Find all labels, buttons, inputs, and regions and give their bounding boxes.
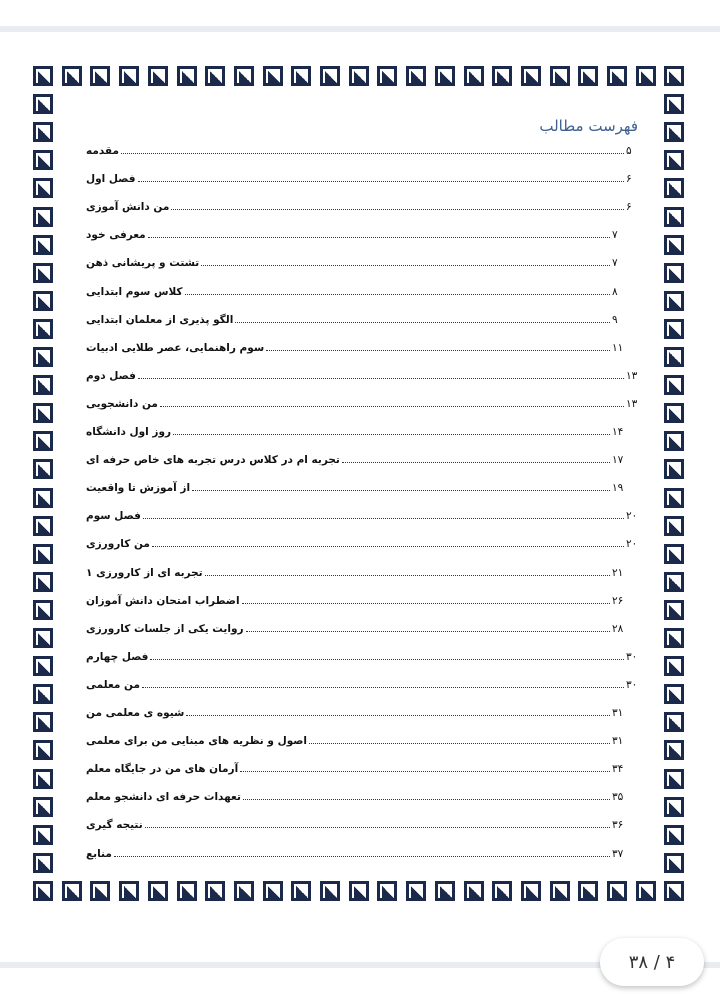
toc-dot-leader <box>243 799 610 800</box>
toc-entry-title: من معلمی <box>86 678 140 691</box>
border-tile <box>33 431 53 451</box>
toc-entry[interactable] <box>86 395 638 411</box>
toc-entry[interactable] <box>86 254 624 270</box>
toc-entry-title: من دانشجویی <box>86 397 158 410</box>
toc-dot-leader <box>142 687 624 688</box>
border-tile <box>664 769 684 789</box>
toc-entry-page: ۳۶ <box>612 819 624 832</box>
toc-entry[interactable] <box>86 620 624 636</box>
toc-entry-page: ۱۳ <box>626 369 638 382</box>
border-tile <box>664 572 684 592</box>
border-tile <box>464 66 484 86</box>
toc-entry-page: ۲۱ <box>612 566 624 579</box>
border-tile <box>33 572 53 592</box>
toc-entry-title: فصل اول <box>86 173 136 186</box>
border-tile <box>349 881 369 901</box>
toc-entry-page: ۶ <box>626 201 632 214</box>
toc-entry-page: ۲۶ <box>612 594 624 607</box>
border-tile <box>33 825 53 845</box>
border-tile <box>664 881 684 901</box>
toc-dot-leader <box>246 631 610 632</box>
toc-entry-page: ۱۱ <box>612 341 624 354</box>
border-tile <box>177 881 197 901</box>
border-tile <box>664 94 684 114</box>
border-tile <box>521 66 541 86</box>
border-tile <box>263 881 283 901</box>
border-tile <box>664 319 684 339</box>
border-tile <box>33 94 53 114</box>
border-tile <box>320 881 340 901</box>
toc-dot-leader <box>201 265 610 266</box>
border-tile <box>33 403 53 423</box>
border-tile <box>33 375 53 395</box>
toc-entry[interactable] <box>86 676 638 692</box>
border-tile <box>33 712 53 732</box>
border-tile <box>406 881 426 901</box>
toc-dot-leader <box>266 350 610 351</box>
border-tile <box>33 797 53 817</box>
toc-entry[interactable] <box>86 339 624 355</box>
toc-entry-title: سوم راهنمایی، عصر طلایی ادبیات <box>86 341 265 354</box>
border-tile <box>33 516 53 536</box>
toc-dot-leader <box>138 378 624 379</box>
toc-entry[interactable] <box>86 845 624 861</box>
toc-entry-title: شیوه ی معلمی من <box>86 707 185 719</box>
border-tile <box>205 881 225 901</box>
border-tile <box>33 347 53 367</box>
border-tile <box>33 544 53 564</box>
toc-entry-title: معرفی خود <box>86 229 146 242</box>
toc-entry-title: آرمان های من در جایگاه معلم <box>86 763 239 776</box>
toc-entry[interactable] <box>86 226 624 242</box>
border-tile <box>406 66 426 86</box>
toc-entry-page: ۳۷ <box>612 847 624 860</box>
toc-entry-page: ۵ <box>626 145 632 157</box>
border-tile <box>33 291 53 311</box>
toc-dot-leader <box>173 434 610 435</box>
border-tile <box>664 375 684 395</box>
toc-dot-leader <box>121 153 624 154</box>
border-tile <box>33 263 53 283</box>
toc-dot-leader <box>240 771 610 772</box>
border-tile <box>492 66 512 86</box>
border-tile <box>234 881 254 901</box>
border-tile <box>464 881 484 901</box>
toc-entry[interactable] <box>86 507 638 523</box>
border-tile <box>664 712 684 732</box>
toc-dot-leader <box>152 546 624 547</box>
toc-dot-leader <box>148 237 610 238</box>
border-tile <box>205 66 225 86</box>
toc-dot-leader <box>150 659 624 660</box>
border-tile <box>33 235 53 255</box>
toc-entry-page: ۱۹ <box>612 482 624 495</box>
border-tile <box>33 881 53 901</box>
border-tile <box>33 740 53 760</box>
toc-entry-title: فصل دوم <box>86 369 136 382</box>
toc-entry-page: ۷ <box>612 229 618 242</box>
border-tile <box>521 881 541 901</box>
border-tile <box>664 431 684 451</box>
toc-entry-page: ۳۰ <box>626 678 638 691</box>
toc-entry[interactable] <box>86 170 638 186</box>
toc-entry-page: ۷ <box>612 257 618 270</box>
toc-dot-leader <box>185 294 610 295</box>
toc-dot-leader <box>242 603 610 604</box>
border-tile <box>578 66 598 86</box>
border-tile <box>664 797 684 817</box>
top-bar <box>0 0 720 26</box>
toc-entry-title: الگو پذیری از معلمان ابتدایی <box>86 313 234 326</box>
toc-entry-title: تجربه ام در کلاس درس تجربه های خاص حرفه ای <box>86 454 340 467</box>
border-tile <box>177 66 197 86</box>
border-tile <box>90 881 110 901</box>
border-tile <box>33 459 53 479</box>
toc-entry[interactable] <box>86 704 624 720</box>
border-tile <box>234 66 254 86</box>
border-tile <box>320 66 340 86</box>
toc-entry-title: از آموزش تا واقعیت <box>86 482 191 495</box>
border-tile <box>664 600 684 620</box>
toc-entry[interactable] <box>86 564 624 580</box>
border-tile <box>119 881 139 901</box>
border-tile <box>664 628 684 648</box>
border-tile <box>435 66 455 86</box>
toc-entry-title: مقدمه <box>86 145 119 157</box>
border-tile <box>664 684 684 704</box>
border-tile <box>291 881 311 901</box>
toc-entry[interactable] <box>86 732 624 748</box>
toc-dot-leader <box>160 406 624 407</box>
toc-entry-page: ۳۴ <box>612 763 624 776</box>
toc-dot-leader <box>186 715 610 716</box>
border-tile <box>664 740 684 760</box>
border-tile <box>148 66 168 86</box>
toc-entry-page: ۶ <box>626 173 632 186</box>
toc-entry[interactable] <box>86 142 638 158</box>
border-tile <box>664 150 684 170</box>
border-tile <box>664 263 684 283</box>
toc-entry-page: ۹ <box>612 313 618 326</box>
toc-entry[interactable] <box>86 451 624 467</box>
toc-entry-page: ۱۴ <box>612 426 624 438</box>
toc-entry-page: ۳۱ <box>612 707 624 719</box>
toc-entry[interactable] <box>86 760 624 776</box>
border-tile <box>664 178 684 198</box>
border-tile <box>664 656 684 676</box>
toc-entry-title: من دانش آموزی <box>86 201 170 214</box>
toc-dot-leader <box>145 827 610 828</box>
border-tile <box>33 684 53 704</box>
border-tile <box>636 881 656 901</box>
toc-entry[interactable] <box>86 311 624 327</box>
border-tile <box>664 207 684 227</box>
toc-entry[interactable] <box>86 283 624 299</box>
border-tile <box>33 319 53 339</box>
border-tile <box>349 66 369 86</box>
toc-dot-leader <box>138 181 625 182</box>
border-tile <box>664 66 684 86</box>
toc-entry-title: تعهدات حرفه ای دانشجو معلم <box>86 791 241 804</box>
toc-entry-page: ۳۱ <box>612 735 624 748</box>
border-tile <box>148 881 168 901</box>
border-tile <box>636 66 656 86</box>
toc-dot-leader <box>114 856 610 857</box>
toc-entry-title: اصول و نظریه های مبنایی من برای معلمی <box>86 735 308 748</box>
page-indicator: ۴ / ۳۸ <box>600 938 704 986</box>
toc-entry-title: روز اول دانشگاه <box>86 426 172 438</box>
border-tile <box>33 122 53 142</box>
toc-entry-page: ۸ <box>612 285 618 298</box>
border-tile <box>664 459 684 479</box>
toc-entry-title: روایت یکی از جلسات کارورزی <box>86 622 244 635</box>
border-tile <box>33 656 53 676</box>
border-tile <box>607 66 627 86</box>
border-tile <box>62 66 82 86</box>
border-tile <box>33 178 53 198</box>
border-tile <box>291 66 311 86</box>
toc-entry[interactable] <box>86 198 638 214</box>
border-tile <box>550 881 570 901</box>
border-tile <box>578 881 598 901</box>
toc-entry-title: کلاس سوم ابتدایی <box>86 285 183 298</box>
border-tile <box>90 66 110 86</box>
toc-entry[interactable] <box>86 592 624 608</box>
border-tile <box>664 235 684 255</box>
toc-title: فهرست مطالب <box>539 117 638 135</box>
border-tile <box>33 769 53 789</box>
toc-entry[interactable] <box>86 367 638 383</box>
toc-entry-page: ۲۸ <box>612 622 624 635</box>
toc-dot-leader <box>192 490 610 491</box>
border-tile <box>664 347 684 367</box>
border-tile <box>33 853 53 873</box>
toc-entry-title: نتیجه گیری <box>86 819 143 832</box>
border-tile <box>492 881 512 901</box>
border-tile <box>550 66 570 86</box>
toc-entry[interactable] <box>86 648 638 664</box>
border-tile <box>377 66 397 86</box>
toc-dot-leader <box>171 209 624 210</box>
border-tile <box>664 403 684 423</box>
border-tile <box>664 516 684 536</box>
border-tile <box>377 881 397 901</box>
toc-dot-leader <box>205 575 610 576</box>
border-tile <box>664 853 684 873</box>
border-tile <box>33 66 53 86</box>
toc-entry-page: ۱۳ <box>626 397 638 410</box>
toc-entry-title: من کارورزی <box>86 538 150 551</box>
toc-entry-title: تشتت و پریشانی ذهن <box>86 257 200 270</box>
toc-entry-title: اضطراب امتحان دانش آموزان <box>86 594 240 607</box>
toc-entry[interactable] <box>86 479 624 495</box>
border-tile <box>263 66 283 86</box>
toc-entry-page: ۲۰ <box>626 538 638 551</box>
toc-entry-page: ۳۵ <box>612 791 624 804</box>
border-tile <box>33 628 53 648</box>
toc-dot-leader <box>235 322 610 323</box>
border-tile <box>119 66 139 86</box>
toc-dot-leader <box>143 518 624 519</box>
toc-entry[interactable] <box>86 816 624 832</box>
toc-entry[interactable] <box>86 423 624 439</box>
border-tile <box>33 488 53 508</box>
toc-entry-page: ۲۰ <box>626 510 638 523</box>
border-tile <box>435 881 455 901</box>
border-tile <box>664 825 684 845</box>
toc-dot-leader <box>342 462 610 463</box>
toc-entry-page: ۱۷ <box>612 454 624 467</box>
toc-entry[interactable] <box>86 788 624 804</box>
toc-entry[interactable] <box>86 535 638 551</box>
border-tile <box>607 881 627 901</box>
toc-entry-title: فصل چهارم <box>86 650 149 663</box>
toc-entry-title: فصل سوم <box>86 510 141 523</box>
border-tile <box>664 488 684 508</box>
border-tile <box>33 207 53 227</box>
border-tile <box>664 122 684 142</box>
toc-dot-leader <box>309 743 610 744</box>
toc-entry-title: تجربه ای از کارورزی ۱ <box>86 566 203 579</box>
border-tile <box>664 544 684 564</box>
toc-entry-page: ۳۰ <box>626 650 638 663</box>
border-tile <box>33 150 53 170</box>
border-tile <box>664 291 684 311</box>
toc-entry-title: منابع <box>86 847 112 860</box>
border-tile <box>33 600 53 620</box>
border-tile <box>62 881 82 901</box>
